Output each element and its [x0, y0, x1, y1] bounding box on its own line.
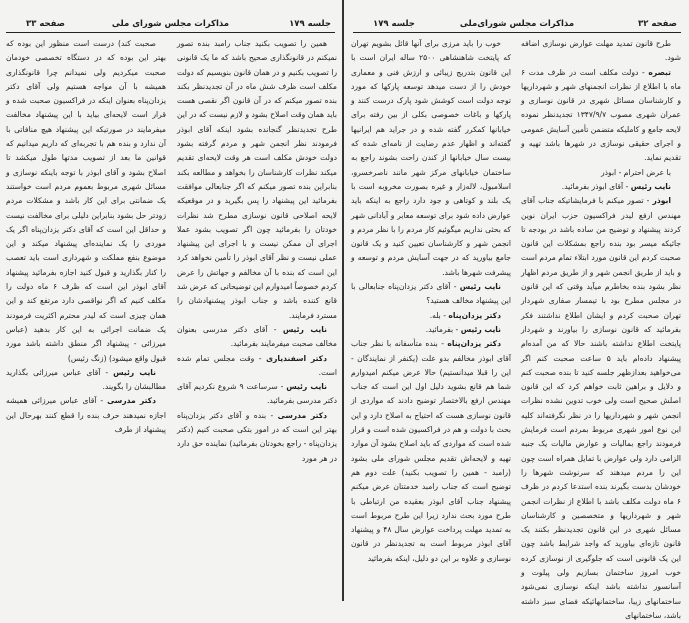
- text-column: [351, 37, 511, 566]
- paragraph: [351, 323, 511, 337]
- session-number: جلسه ۱۷۹: [289, 19, 331, 29]
- paragraph: [6, 366, 166, 395]
- paragraph-text: - دولت مکلف است در ظرف مدت ۶ ماه با اطلاع از نظرات انجمنهای شهر و شهرداریها و کارشناسان مسائل شهری در قانون نوسازی و عمران شهری مصوب ۱۳۴۷/۹/۷ تجدیدنظر نموده لایحه جامع و کاملیکه متضمن تأمین آسایش عمومی و اجرای حقیقی نوسازی در شهرها باشد تهیه و تقدیم نماید.: [521, 67, 681, 163]
- paragraph: [351, 337, 511, 566]
- paragraph: [521, 180, 681, 194]
- speaker-name: دکتر یزدان‌پناه: [447, 339, 501, 349]
- speaker-name: دکتر یزدان‌پناه: [448, 310, 501, 320]
- speaker-name: دکتر مدرسی: [107, 396, 156, 406]
- text-column: [521, 37, 681, 623]
- paragraph: [6, 37, 166, 366]
- paragraph: [351, 280, 511, 309]
- paragraph: [177, 409, 337, 466]
- speaker-name: نایب رئیس: [113, 367, 156, 377]
- speaker-name: تبصره: [648, 67, 671, 77]
- running-title: مذاکرات مجلس شورای ملی: [111, 19, 230, 29]
- speaker-name: نایب رئیس: [630, 181, 671, 191]
- paragraph: [351, 309, 511, 323]
- paragraph-text: خوب را باید مرزی برای آنها قائل بشویم تهران که پایتخت شاهنشاهی ۲۵۰۰ ساله ایران است با این قانون بتدریج زیبائی و ارزش فنی و معماری خودش را از دست میدهد توسعه پارکها که مورد توجه دولت است کوشش شود پارک درست کنند و پارکها و باغات خصوصی بکلی از بین رفته برای خیابانها کمکرر گفته شده و در جراید هم ایرانیها گفته‌اند و اظهار عدم رضایت از نامه‌ای شده که بیست سال خیابانها از کندن راحت بشوند راجع به ساختمان خیابانهای مرکز شهر مانند ناصرخسرو، اسلامبول، لاله‌زار و غیره بصورت مخروبه است با یک بلند و کوتاهی و جود دارد راجع به اینکه باید عوارض داده شود برای توسعه معابر و آبادانی شهر که بحثی نداریم میگوئیم کار مردم را با نظر مردم و انجمن شهر و کارشناسان تعیین کنید و یک قانون جامع بیاورید که در جهت آسایش مردم و توسعه و پیشرفت شهرها باشد.: [351, 39, 511, 277]
- paragraph-text: - آقای عباس میرزائی همیشه اجازه نمیدهند حرف بنده را قطع کنند بهرحال این پیشنهاد از طرف: [6, 396, 166, 435]
- paragraph-text: همین را تصویب بکنید جناب رامبد بنده تصور نمیکنم در قانونگذاری صحیح باشد که ما یک قانونی را تصویب بکنیم و در همان قانون بنویسیم که دولت مکلف است ظرف شش ماه در آن تجدیدنظر بکند بنده تصور میکنم که در آن قانون اگر نقصی هست باید همان وقت اصلاح بشود و لازم نیست که در این طرح تجدیدنظر گنجانده بشود اینکه آقای ابوذر فرمودند نظر انجمن شهر و مردم گرفته بشود دولت خودش مکلف است هر وقت لایحه‌ای تقدیم میکند نظرات کارشناسان را بخواهد و مطالعه بکند بنابراین بنده تصور میکنم که اگر جنابعالی موافقت بفرمائید این پیشنهاد را پس بگیرید و در موقعیکه لایحه اصلاحی قانون نوسازی مطرح شد نظرات خودتان را بفرمائید چون اگر تصویب بشود عملا اجرای آن ممکن نیست و با اجرای این پیشنهاد عملی نیست و نظر آقای ابوذر را تأمین نخواهد کرد این است که بنده با آن مخالفم و جهاتش را عرض کردم خصوصاً امیدوارم این توضیحاتی که عرض شد قانع کننده باشد و جناب ابوذر پیشنهادشان را مسترد فرمایند.: [177, 39, 337, 320]
- paragraph-text: - وقت مجلس تمام شده است.: [177, 353, 337, 377]
- paragraph-text: با عرض احترام - ابوذر: [600, 167, 671, 177]
- paragraph: [521, 66, 681, 166]
- page-number: صفحه ۳۲: [638, 19, 677, 29]
- session-number: جلسه ۱۷۹: [373, 19, 415, 29]
- paragraph: [351, 37, 511, 280]
- paragraph-text: - آقای دکتر مدرسی بعنوان مخالف صحبت میفرمایند بفرمائید.: [177, 324, 337, 349]
- paragraph-text: - آقای ابوذر بفرمائید.: [561, 181, 631, 191]
- paragraph: [177, 323, 337, 352]
- page-header: [353, 18, 681, 33]
- running-title: مذاکرات مجلس شورای‌ملی: [459, 19, 575, 29]
- page-header: [6, 18, 335, 33]
- paragraph: [6, 394, 166, 437]
- paragraph-text: - آقای عباس میرزائی بگذارید مطالبشان را بگویند.: [6, 367, 166, 392]
- speaker-name: نایب رئیس: [282, 324, 327, 334]
- paragraph: [521, 166, 681, 180]
- speaker-name: دکتر مدرسی: [277, 410, 328, 420]
- speaker-name: نایب رئیس: [459, 282, 501, 292]
- speaker-name: ابوذر: [652, 196, 671, 206]
- paragraph-text: صحبت کند) درست است منظور این بوده که بهتر این بوده که در دستگاه تخصصی خودمان صحبت میکردیم ولی نمیدانم چرا قانونگذاری همیشه با آن مواجه هستیم ولی آقای دکتر یزدان‌پناه بعنوان اینکه در فراکسیون صحبت شده و قرار است لایحه‌ای بیاید با این پیشنهاد مخالفت میفرمایند در صورتیکه این پیشنهاد هیچ منافاتی با آن ندارد و بنده هم با تجربه‌ای که داریم میدانیم که قوانین ما بعد از تصویب مدتها طول میکشد تا اصلاح بشود و آقای ابوذر با توجه باینکه نوسازی و مسائل شهری مربوط بعموم مردم است خواستند یک ضمانتی برای این کار باشد و مشکلات مردم زودتر حل بشود بنابراین دلیلی برای مخالفت نیست و حداقل این است که آقای دکتر یزدان‌پناه اگر یک موردی را یک نماینده‌ای پیشنهاد میکند و این موضوع بنفع مملکت و شهرداری است باید تعصب را کنار بگذارید و قبول کنید اجازه بفرمائید پیشنهاد آقای ابوذر این است که ظرف ۶ ماه دولت را مکلف کنیم که اگر نواقصی دارد مرتفع کند و این همان چیزی است که لیدر محترم اکثریت فرمودند یک ضمانت اجرائی به این کار بدهید (عباس میرزائی - پیشنهاد اگر منطق داشته باشد مورد قبول واقع میشود) (زنگ رئیس): [6, 39, 166, 363]
- paragraph-text: طرح قانون تمدید مهلت عوارض نوسازی اضافه شود.: [521, 39, 681, 63]
- speaker-name: نایب رئیس: [286, 382, 327, 392]
- paragraph-text: - آقای دکتر یزدان‌پناه جنابعالی با این پیشنهاد مخالف هستید؟: [351, 282, 511, 306]
- paragraph-text: - بفرمائید.: [425, 324, 461, 334]
- text-column: [6, 37, 166, 437]
- speaker-name: نایب رئیس: [460, 324, 501, 334]
- paragraph-text: - تصور میکنم با فرمایشاتیکه جناب آقای مهندس ارفع لیدر فراکسیون حزب ایران نوین کردند پیشنهاد و توضیح من ساده باشد در بودجه تا جائیکه میسر بود بنده راجع بمشکلات این قانون صحبت کردم این قانون مورد ابتلاء تمام مردم است و باید از طریق انجمن شهر و از طریق مردم اظهار نظر بشود بنده بخاطرم میآید وقتی که این قانون در مجلس مطرح بود با تیمسار صفاری شهردار تهران صحبت کردم و ایشان اطلاع نداشتند فکر بفرمائید که قانون نوسازی را بیاورند و شهردار پایتخت اطلاع نداشته باشند حالا که من آمده‌ام پیشنهاد داده‌ام باید ۵ ساعت صحبت کنم اگر می‌خواهید بعدازظهر جلسه کنید تا بنده صحبت کنم و دلایل و براهین ثابت خواهم کرد که این قانون اصلش صحیح است ولی خوب تدوین نشده نظرات انجمن شهر و شهرداریها را در نظر نگرفته‌اند کلیه این نوع امور شهری مربوط بمردم است فرمایش فرمودند راجع بمالیات و عوارض مالیات یک جنبه الزامی دارد ولی عوارض با تمایل همراه است چون این را مردم میدهند که سرنوشت شهرها را خودشان بدست بگیرند بنده استدعا کردم در ظرف ۶ ماه دولت مکلف باشد با اطلاع از نظرات انجمن شهر و شهرداریها و متخصصین و کارشناسان مسائل شهری در این قانون تجدیدنظر بکنند یک قانون تازه‌ای بیاورید که واجد شرایط باشد چون این یک قانونی است که جلوگیری از نوسازی کرده خوب امروز ساختمان بسازیم ولی پیلوت و آسانسور نداشته باشد اینکه نوسازی نمی‌شود ساختمانهای زیبا، ساختمانهائیکه فضای سبز داشته باشد، ساختمانهای: [521, 196, 681, 620]
- left-page: [0, 0, 343, 601]
- speaker-name: دکتر اسفندیاری: [266, 353, 327, 363]
- paragraph: [177, 352, 337, 381]
- right-page: [345, 0, 689, 620]
- paragraph: [177, 37, 337, 323]
- paragraph: [521, 194, 681, 623]
- paragraph-text: - سرساعت ۹ شروع نکردیم آقای دکتر مدرسی بفرمائید.: [177, 382, 337, 406]
- paragraph-text: - بنده و آقای دکتر یزدان‌پناه بهتر این است که در امور بتکی صحبت کنیم (دکتر یزدان‌پناه - راجع بخودتان بفرمائید) نماینده حق دارد در هر مورد: [177, 410, 337, 463]
- text-column: [177, 37, 337, 466]
- paragraph-text: - بله.: [429, 310, 449, 320]
- paragraph-text: - بنده متأسفانه با نظر جناب آقای ابوذر مخالفم بدو علت (یکنفر از نمایندگان - این را قبلا میدانستیم) حالا عرض میکنم امیدوارم شما هم قانع بشوید دلیل اول این است که جناب مهندس ارفع بالاختصار توضیح دادند که مواردی از قانون نوسازی هست که احتیاج به اصلاح دارد و این بحث با دولت و هم در فراکسیون شده است و قرار شده است که مواردی که باید اصلاح بشود آن موارد تهیه و لایحه‌اش تقدیم مجلس شورای ملی بشود (رامبد - همین را تصویب بکنید) علت دوم هم توضیح است که جناب رامبد خدمتتان عرض میکنم پیشنهاد جناب آقای ابوذر بعقیده من ارتباطی با طرح مورد بحث ندارد زیرا این طرح مربوط است به تمدید مهلت پرداخت عوارض سال ۴۸ و پیشنهاد آقای ابوذر مربوط است به تجدیدنظر در قانون نوسازی و علاوه بر این دو دلیل، اینکه بفرمائید: [351, 339, 511, 563]
- paragraph: [521, 37, 681, 66]
- paragraph: [177, 380, 337, 409]
- page-number: صفحه ۳۳: [26, 19, 65, 29]
